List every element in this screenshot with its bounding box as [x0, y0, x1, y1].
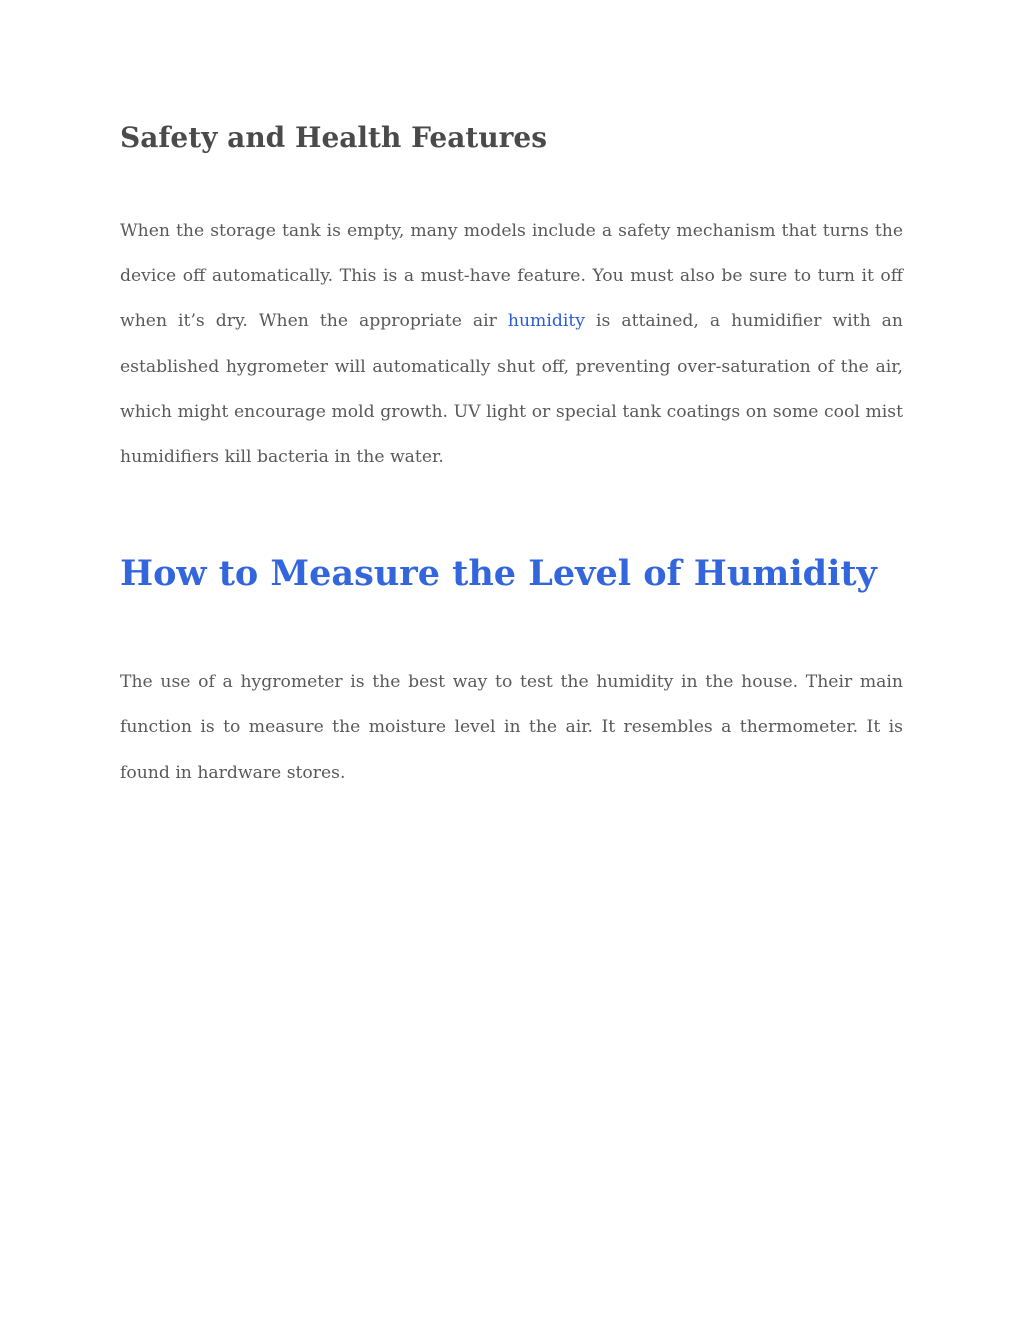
document-content: [120, 112, 903, 796]
safety-paragraph: [120, 209, 903, 480]
section-heading-safety: Safety and Health Features: [120, 121, 548, 154]
section-heading-measure-humidity: How to Measure the Level of Humidity: [120, 553, 877, 595]
humidity-link[interactable]: humidity: [507, 311, 585, 332]
measure-humidity-paragraph: The use of a hygrometer is the best way to test the humidity in the house. Their main function is to measure the moisture level in the air. It resembles a thermometer. It is found in hardware stores.: [120, 672, 903, 783]
safety-paragraph-text-start: When the storage tank is empty, many models include a safety mechanism that turns the device off automatically. This is a must-have feature. You must also be sure to turn it off when it’s dry. When the appropriate air: [120, 221, 903, 332]
safety-paragraph-text-end: is attained, a humidifier with an established hygrometer will automatically shut off, preventing over-saturation of the air, which might encourage mold growth. UV light or special tank coatings on some cool mist humidifiers kill bacteria in the water.: [120, 311, 903, 468]
